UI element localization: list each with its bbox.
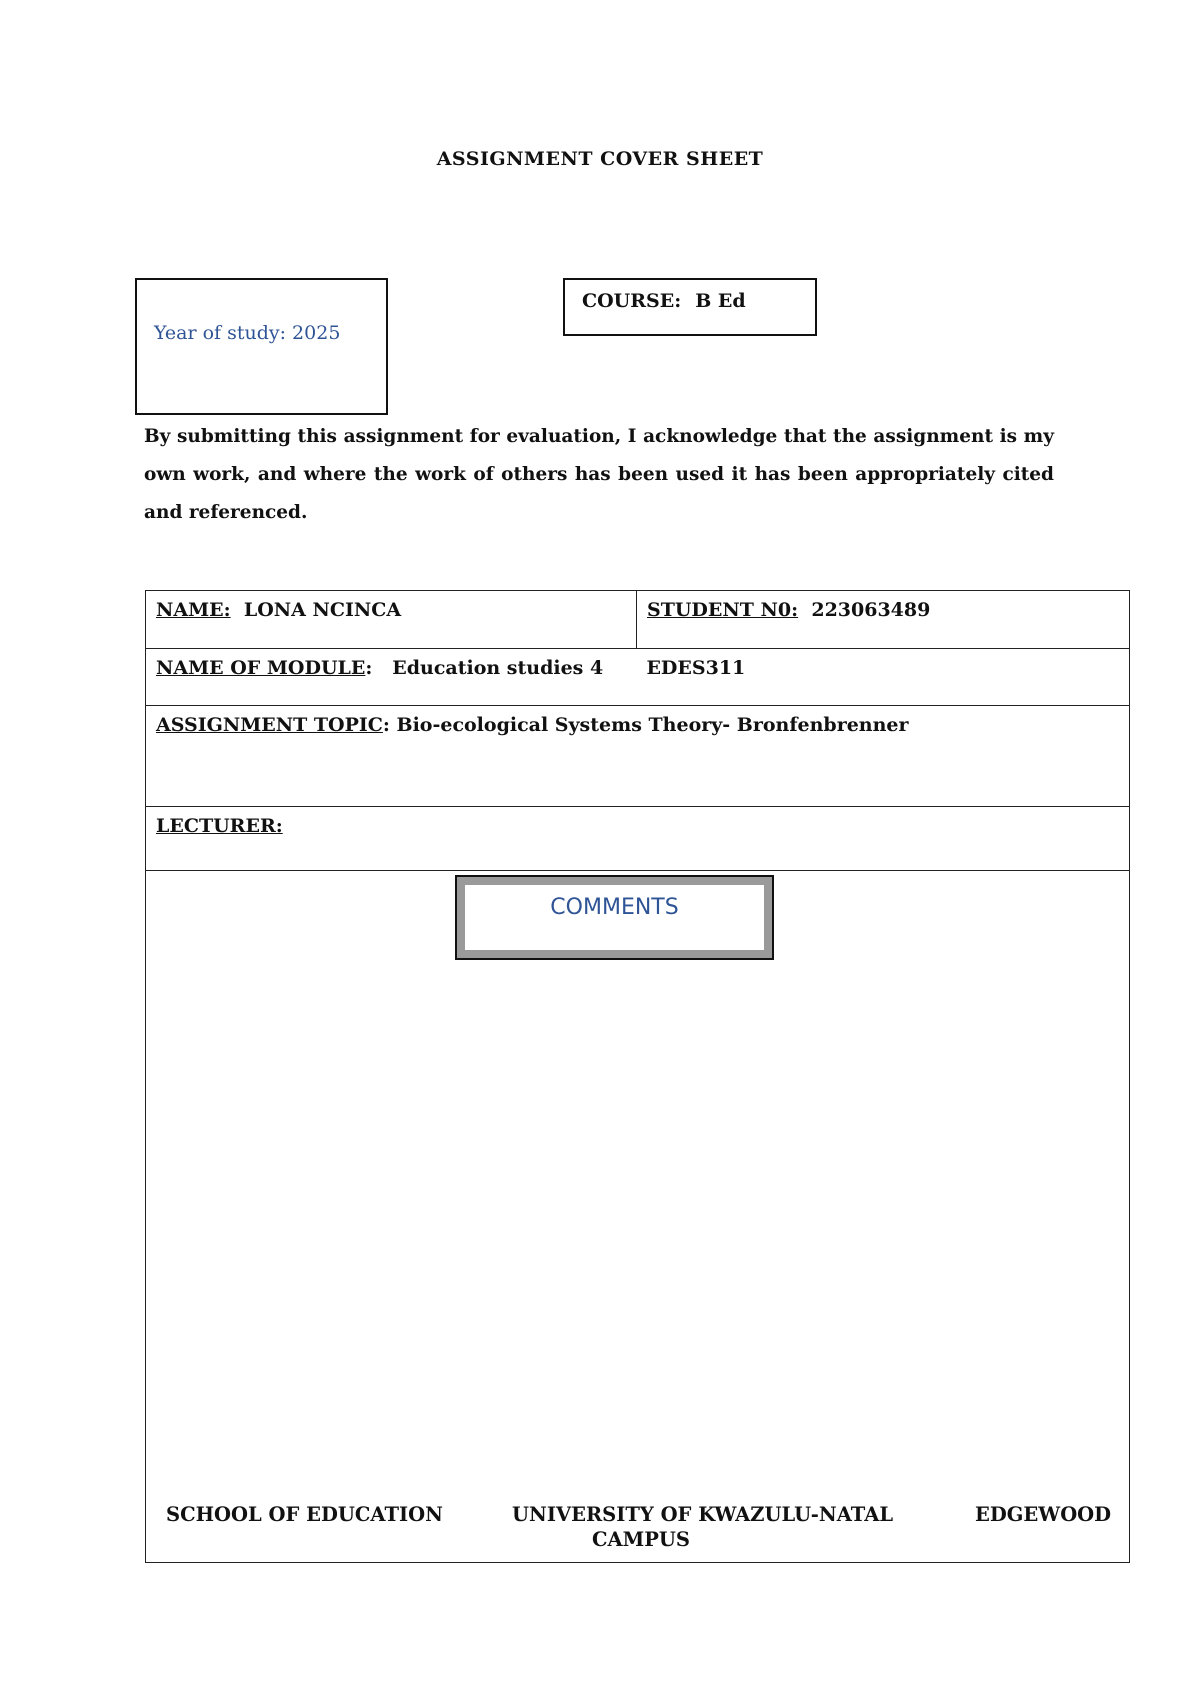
lecturer-label: LECTURER:	[156, 815, 283, 837]
declaration-text: By submitting this assignment for evaluation, I acknowledge that the assignment is my own work, and where the work of others has been used it has been appropriately cited and referenced.	[144, 426, 1054, 523]
footer-school: SCHOOL OF EDUCATION	[166, 1503, 443, 1526]
course-box	[563, 278, 817, 336]
topic-cell: ASSIGNMENT TOPIC: Bio-ecological Systems Theory- Bronfenbrenner	[146, 706, 1130, 807]
page-title: ASSIGNMENT COVER SHEET	[436, 148, 764, 170]
year-of-study-text: Year of study: 2025	[154, 322, 341, 344]
comments-box	[455, 875, 774, 960]
lecturer-cell	[146, 807, 1130, 871]
module-cell: NAME OF MODULE: Education studies 4 EDES311	[146, 649, 1130, 706]
module-code: EDES311	[646, 657, 746, 679]
year-of-study-box	[135, 278, 388, 415]
student-no-label: STUDENT N0:	[647, 599, 799, 621]
comments-label: COMMENTS	[465, 885, 764, 950]
course-value: B Ed	[695, 290, 746, 312]
footer-campus-line2: CAMPUS	[592, 1528, 690, 1551]
topic-label: ASSIGNMENT TOPIC	[156, 714, 383, 736]
topic-value: Bio-ecological Systems Theory- Bronfenbrenner	[396, 714, 909, 736]
module-value: Education studies 4	[392, 657, 604, 679]
student-no-cell	[637, 591, 1130, 649]
course-label: COURSE:	[582, 290, 682, 312]
details-table	[145, 590, 1130, 1563]
student-no-value: 223063489	[811, 599, 931, 621]
footer-university: UNIVERSITY OF KWAZULU-NATAL	[512, 1503, 894, 1526]
footer-campus-line1: EDGEWOOD	[975, 1503, 1112, 1526]
name-label: NAME:	[156, 599, 231, 621]
module-label: NAME OF MODULE	[156, 657, 366, 679]
name-cell	[146, 591, 637, 649]
name-value: LONA NCINCA	[243, 599, 402, 621]
comments-area	[146, 871, 1130, 1563]
